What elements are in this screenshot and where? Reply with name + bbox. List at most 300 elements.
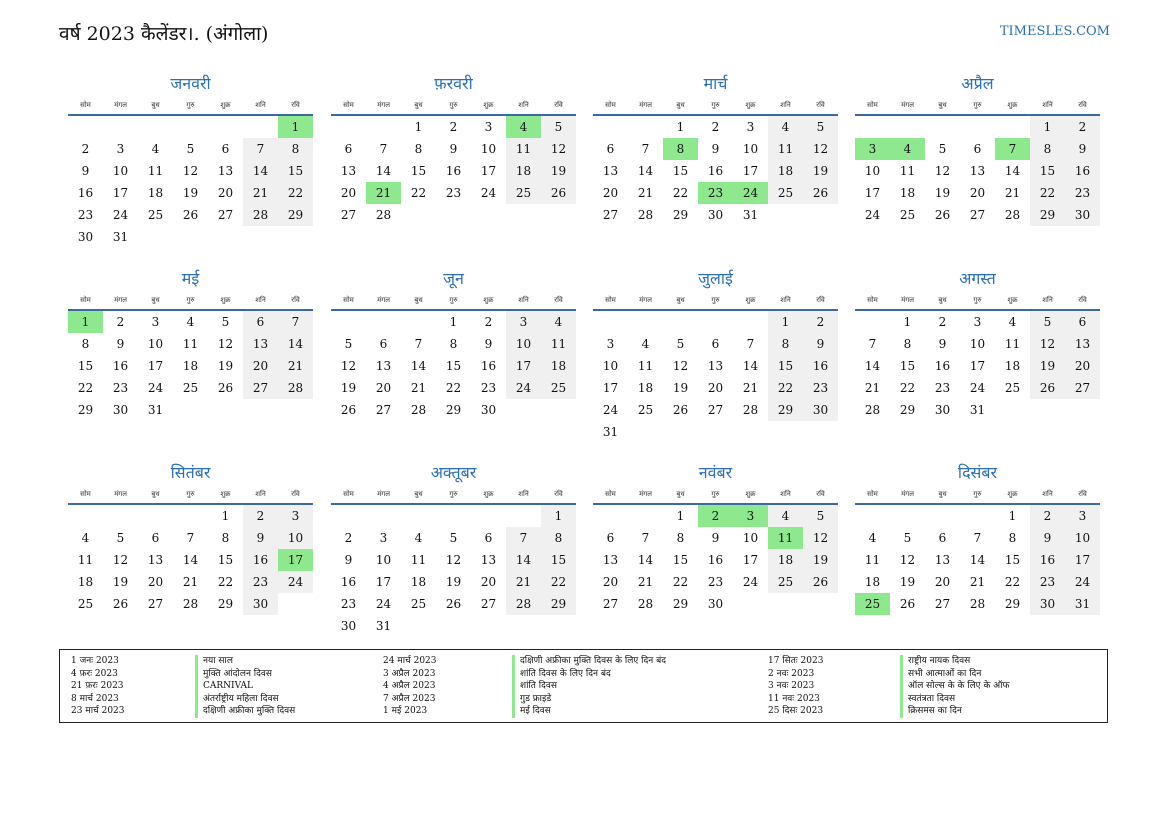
empty-cell xyxy=(890,505,925,527)
day-cell: 19 xyxy=(445,575,462,589)
day-cell: 12 xyxy=(803,138,838,160)
empty-cell xyxy=(138,505,173,527)
day-cell: 1 xyxy=(1008,509,1017,523)
day-cell: 27 xyxy=(602,597,619,611)
day-cell: 27 xyxy=(480,597,497,611)
holiday-name: शांति दिवस xyxy=(512,680,557,693)
day-cell: 23 xyxy=(112,381,129,395)
holiday-name: CARNIVAL xyxy=(195,680,253,693)
day-cell: 26 xyxy=(803,182,838,204)
holiday-day: 4 xyxy=(890,138,925,160)
day-cell: 31 xyxy=(147,403,164,417)
day-cell: 30 xyxy=(243,593,278,615)
weekday-header xyxy=(855,96,1100,116)
weekday-label: गुरु xyxy=(186,489,195,498)
holiday-date: 11 नवः 2023 xyxy=(768,693,820,704)
day-cell: 25 xyxy=(77,597,94,611)
day-cell: 22 xyxy=(1004,575,1021,589)
day-cell: 15 xyxy=(672,164,689,178)
day-cell: 12 xyxy=(541,138,576,160)
holiday-day: 11 xyxy=(768,527,803,549)
day-cell: 24 xyxy=(375,597,392,611)
empty-cell xyxy=(436,505,471,527)
month-name: जुलाई xyxy=(698,269,733,288)
weekday-label: गुरु xyxy=(711,100,720,109)
day-cell: 10 xyxy=(969,337,986,351)
day-cell: 29 xyxy=(672,597,689,611)
day-cell: 4 xyxy=(768,116,803,138)
day-cell: 6 xyxy=(711,337,720,351)
day-cell: 30 xyxy=(480,403,497,417)
day-cell: 23 xyxy=(340,597,357,611)
day-cell: 7 xyxy=(243,138,278,160)
day-cell: 31 xyxy=(112,230,129,244)
weekday-header xyxy=(68,291,313,311)
day-cell: 21 xyxy=(506,571,541,593)
day-cell: 12 xyxy=(340,359,357,373)
month-block xyxy=(593,267,838,443)
day-cell: 15 xyxy=(410,164,427,178)
empty-cell xyxy=(628,505,663,527)
day-cell: 21 xyxy=(1004,186,1021,200)
day-cell: 25 xyxy=(768,182,803,204)
empty-cell xyxy=(401,311,436,333)
holiday-date: 8 मार्च 2023 xyxy=(71,693,119,704)
day-cell: 9 xyxy=(1065,138,1100,160)
empty-cell xyxy=(628,311,663,333)
holiday-day: 4 xyxy=(506,116,541,138)
weekday-label: सोम xyxy=(605,100,616,109)
day-cell: 13 xyxy=(147,553,164,567)
day-cell: 29 xyxy=(278,204,313,226)
day-cell: 5 xyxy=(803,505,838,527)
day-cell: 21 xyxy=(637,575,654,589)
holiday-date: 3 नवः 2023 xyxy=(768,681,815,691)
day-cell: 21 xyxy=(969,575,986,589)
day-cell: 19 xyxy=(803,549,838,571)
day-cell: 27 xyxy=(1065,377,1100,399)
day-cell: 27 xyxy=(147,597,164,611)
day-grid xyxy=(68,311,313,421)
day-cell: 28 xyxy=(1004,208,1021,222)
empty-cell xyxy=(960,505,995,527)
weekday-label: गुरु xyxy=(186,100,195,109)
weekday-header xyxy=(331,485,576,505)
weekday-label: शुक्र xyxy=(220,489,231,498)
day-cell: 21 xyxy=(182,575,199,589)
day-cell: 21 xyxy=(864,381,881,395)
day-cell: 29 xyxy=(1030,204,1065,226)
weekday-label: रवि xyxy=(291,489,300,498)
month-block xyxy=(68,72,313,248)
day-cell: 5 xyxy=(938,142,947,156)
day-cell: 12 xyxy=(182,164,199,178)
day-cell: 7 xyxy=(973,531,982,545)
day-cell: 11 xyxy=(506,138,541,160)
month-name: अक्तूबर xyxy=(430,463,477,482)
month-block xyxy=(68,461,313,615)
day-cell: 5 xyxy=(449,531,458,545)
month-name: मई xyxy=(181,269,200,288)
month-name: नवंबर xyxy=(698,463,733,482)
day-cell: 16 xyxy=(707,553,724,567)
day-cell: 16 xyxy=(934,359,951,373)
day-cell: 22 xyxy=(541,571,576,593)
day-cell: 20 xyxy=(969,186,986,200)
month-block xyxy=(68,267,313,421)
day-grid xyxy=(331,505,576,637)
day-cell: 11 xyxy=(637,359,654,373)
day-cell: 11 xyxy=(899,164,916,178)
holiday-name: मई दिवस xyxy=(512,705,551,718)
day-cell: 12 xyxy=(217,337,234,351)
day-cell: 11 xyxy=(1004,337,1021,351)
day-cell: 21 xyxy=(637,186,654,200)
day-cell: 19 xyxy=(1030,355,1065,377)
holiday-name: क्रिसमस का दिन xyxy=(900,705,962,718)
day-cell: 23 xyxy=(243,571,278,593)
day-cell: 6 xyxy=(606,142,615,156)
day-cell: 20 xyxy=(602,186,619,200)
day-cell: 25 xyxy=(147,208,164,222)
holiday-date: 1 मई 2023 xyxy=(383,706,428,716)
day-cell: 30 xyxy=(340,619,357,633)
weekday-label: रवि xyxy=(554,100,563,109)
weekday-label: रवि xyxy=(1078,100,1087,109)
day-cell: 10 xyxy=(506,333,541,355)
day-cell: 30 xyxy=(112,403,129,417)
holiday-name: नया साल xyxy=(195,655,233,668)
day-cell: 12 xyxy=(899,553,916,567)
weekday-label: रवि xyxy=(816,100,825,109)
day-cell: 7 xyxy=(746,337,755,351)
day-cell: 19 xyxy=(899,575,916,589)
empty-cell xyxy=(173,505,208,527)
day-cell: 12 xyxy=(934,164,951,178)
day-cell: 6 xyxy=(151,531,160,545)
day-cell: 18 xyxy=(637,381,654,395)
weekday-label: शनि xyxy=(255,100,266,109)
holiday-name: स्वतंत्रता दिवस xyxy=(900,693,955,706)
weekday-label: सोम xyxy=(867,489,878,498)
day-cell: 24 xyxy=(278,571,313,593)
day-cell: 17 xyxy=(742,164,759,178)
day-grid xyxy=(593,311,838,443)
day-cell: 11 xyxy=(147,164,164,178)
day-cell: 1 xyxy=(541,505,576,527)
day-cell: 28 xyxy=(969,597,986,611)
day-cell: 20 xyxy=(934,575,951,589)
day-cell: 10 xyxy=(1065,527,1100,549)
day-cell: 8 xyxy=(278,138,313,160)
day-cell: 15 xyxy=(1004,553,1021,567)
day-grid xyxy=(331,311,576,421)
empty-cell xyxy=(995,116,1030,138)
day-cell: 16 xyxy=(445,164,462,178)
day-cell: 28 xyxy=(182,597,199,611)
day-cell: 4 xyxy=(414,531,423,545)
weekday-label: गुरु xyxy=(449,295,458,304)
weekday-label: सोम xyxy=(867,100,878,109)
weekday-label: सोम xyxy=(80,489,91,498)
day-cell: 28 xyxy=(375,208,392,222)
day-grid xyxy=(855,311,1100,421)
day-cell: 1 xyxy=(676,120,685,134)
holiday-name: अंतर्राष्ट्रीय महिला दिवस xyxy=(195,693,279,706)
day-cell: 25 xyxy=(506,182,541,204)
holiday-date: 25 दिसः 2023 xyxy=(768,706,824,716)
day-cell: 24 xyxy=(864,208,881,222)
weekday-label: सोम xyxy=(80,295,91,304)
weekday-label: शुक्र xyxy=(483,100,494,109)
day-cell: 29 xyxy=(77,403,94,417)
day-cell: 8 xyxy=(676,531,685,545)
empty-cell xyxy=(733,311,768,333)
day-cell: 15 xyxy=(672,553,689,567)
day-cell: 5 xyxy=(1030,311,1065,333)
weekday-label: रवि xyxy=(554,295,563,304)
day-cell: 20 xyxy=(375,381,392,395)
empty-cell xyxy=(68,505,103,527)
day-cell: 20 xyxy=(707,381,724,395)
weekday-label: गुरु xyxy=(449,100,458,109)
day-cell: 22 xyxy=(217,575,234,589)
day-cell: 7 xyxy=(186,531,195,545)
day-cell: 26 xyxy=(899,597,916,611)
day-cell: 4 xyxy=(541,311,576,333)
day-cell: 15 xyxy=(278,160,313,182)
day-grid xyxy=(855,505,1100,615)
day-cell: 6 xyxy=(606,531,615,545)
day-cell: 15 xyxy=(217,553,234,567)
day-cell: 19 xyxy=(934,186,951,200)
month-block xyxy=(855,461,1100,615)
empty-cell xyxy=(663,311,698,333)
weekday-label: बुध xyxy=(414,295,423,304)
day-cell: 10 xyxy=(602,359,619,373)
holiday-day: 24 xyxy=(733,182,768,204)
day-cell: 27 xyxy=(243,377,278,399)
day-cell: 12 xyxy=(112,553,129,567)
day-cell: 5 xyxy=(221,315,230,329)
day-cell: 10 xyxy=(375,553,392,567)
weekday-label: रवि xyxy=(816,489,825,498)
weekday-label: मंगल xyxy=(901,100,914,109)
day-cell: 29 xyxy=(217,597,234,611)
day-cell: 22 xyxy=(672,186,689,200)
weekday-label: गुरु xyxy=(186,295,195,304)
weekday-label: शनि xyxy=(518,489,529,498)
day-cell: 23 xyxy=(1030,571,1065,593)
day-cell: 25 xyxy=(410,597,427,611)
weekday-label: गुरु xyxy=(711,489,720,498)
day-cell: 28 xyxy=(410,403,427,417)
day-cell: 28 xyxy=(637,597,654,611)
day-cell: 13 xyxy=(707,359,724,373)
day-cell: 3 xyxy=(1065,505,1100,527)
day-cell: 5 xyxy=(676,337,685,351)
month-block xyxy=(855,267,1100,421)
day-cell: 9 xyxy=(938,337,947,351)
day-cell: 16 xyxy=(803,355,838,377)
day-cell: 22 xyxy=(1030,182,1065,204)
day-cell: 28 xyxy=(506,593,541,615)
day-cell: 8 xyxy=(1030,138,1065,160)
day-cell: 23 xyxy=(934,381,951,395)
empty-cell xyxy=(366,505,401,527)
day-cell: 24 xyxy=(506,377,541,399)
day-cell: 3 xyxy=(151,315,160,329)
day-cell: 8 xyxy=(221,531,230,545)
day-cell: 23 xyxy=(1065,182,1100,204)
weekday-label: रवि xyxy=(554,489,563,498)
weekday-label: सोम xyxy=(605,489,616,498)
weekday-label: शनि xyxy=(780,295,791,304)
holiday-day: 1 xyxy=(278,116,313,138)
holiday-date: 2 नवः 2023 xyxy=(768,668,815,679)
weekday-label: बुध xyxy=(676,295,685,304)
day-cell: 2 xyxy=(938,315,947,329)
day-cell: 30 xyxy=(77,230,94,244)
weekday-label: बुध xyxy=(414,100,423,109)
weekday-label: सोम xyxy=(343,100,354,109)
day-cell: 6 xyxy=(344,142,353,156)
weekday-label: सोम xyxy=(343,295,354,304)
day-cell: 8 xyxy=(541,527,576,549)
weekday-label: शनि xyxy=(518,100,529,109)
holiday-day: 23 xyxy=(698,182,733,204)
day-cell: 8 xyxy=(449,337,458,351)
day-cell: 6 xyxy=(1065,311,1100,333)
day-cell: 10 xyxy=(742,531,759,545)
day-cell: 30 xyxy=(1065,204,1100,226)
empty-cell xyxy=(506,505,541,527)
day-cell: 9 xyxy=(484,337,493,351)
day-cell: 20 xyxy=(243,355,278,377)
empty-cell xyxy=(331,311,366,333)
day-grid xyxy=(68,116,313,248)
day-cell: 24 xyxy=(602,403,619,417)
day-cell: 1 xyxy=(414,120,423,134)
day-cell: 1 xyxy=(1030,116,1065,138)
day-cell: 17 xyxy=(480,164,497,178)
day-cell: 13 xyxy=(602,164,619,178)
empty-cell xyxy=(925,116,960,138)
empty-cell xyxy=(366,116,401,138)
day-cell: 30 xyxy=(707,208,724,222)
day-cell: 3 xyxy=(379,531,388,545)
day-cell: 15 xyxy=(1030,160,1065,182)
month-block xyxy=(331,72,576,226)
day-cell: 3 xyxy=(278,505,313,527)
day-cell: 4 xyxy=(868,531,877,545)
day-cell: 18 xyxy=(1004,359,1021,373)
day-cell: 15 xyxy=(899,359,916,373)
day-cell: 18 xyxy=(147,186,164,200)
day-cell: 25 xyxy=(1004,381,1021,395)
day-cell: 5 xyxy=(903,531,912,545)
weekday-label: बुध xyxy=(151,295,160,304)
holiday-date: 21 फ़रः 2023 xyxy=(71,681,124,691)
day-cell: 22 xyxy=(672,575,689,589)
day-cell: 3 xyxy=(116,142,125,156)
day-cell: 9 xyxy=(711,531,720,545)
day-cell: 4 xyxy=(641,337,650,351)
empty-cell xyxy=(855,311,890,333)
day-cell: 10 xyxy=(278,527,313,549)
day-cell: 27 xyxy=(375,403,392,417)
weekday-label: मंगल xyxy=(901,295,914,304)
day-cell: 14 xyxy=(506,549,541,571)
day-cell: 7 xyxy=(641,531,650,545)
empty-cell xyxy=(138,116,173,138)
weekday-label: शुक्र xyxy=(745,100,756,109)
day-cell: 17 xyxy=(506,355,541,377)
day-cell: 10 xyxy=(147,337,164,351)
day-cell: 16 xyxy=(707,164,724,178)
day-cell: 22 xyxy=(410,186,427,200)
holiday-legend xyxy=(59,649,1108,723)
day-cell: 23 xyxy=(77,208,94,222)
day-cell: 29 xyxy=(445,403,462,417)
weekday-label: शुक्र xyxy=(220,100,231,109)
holiday-name: गुड फ्राइडे xyxy=(512,693,551,706)
day-cell: 5 xyxy=(803,116,838,138)
weekday-label: मंगल xyxy=(114,295,127,304)
day-cell: 25 xyxy=(768,571,803,593)
day-cell: 15 xyxy=(77,359,94,373)
site-link[interactable]: TIMESLES.COM xyxy=(999,24,1110,39)
weekday-label: बुध xyxy=(938,295,947,304)
day-cell: 23 xyxy=(445,186,462,200)
weekday-label: मंगल xyxy=(639,100,652,109)
holiday-name: सभी आत्माओं का दिन xyxy=(900,668,981,681)
empty-cell xyxy=(208,116,243,138)
empty-cell xyxy=(173,116,208,138)
day-cell: 24 xyxy=(147,381,164,395)
page-title: वर्ष 2023 कैलेंडर।. (अंगोला) xyxy=(59,23,269,45)
day-cell: 8 xyxy=(81,337,90,351)
day-cell: 7 xyxy=(414,337,423,351)
weekday-header xyxy=(331,96,576,116)
day-cell: 11 xyxy=(77,553,94,567)
day-cell: 7 xyxy=(278,311,313,333)
empty-cell xyxy=(960,116,995,138)
day-cell: 3 xyxy=(484,120,493,134)
weekday-label: सोम xyxy=(605,295,616,304)
weekday-label: शनि xyxy=(255,295,266,304)
day-cell: 11 xyxy=(768,138,803,160)
holiday-date: 7 अप्रैल 2023 xyxy=(383,693,436,704)
holiday-day: 2 xyxy=(698,505,733,527)
month-block xyxy=(331,267,576,421)
day-cell: 9 xyxy=(449,142,458,156)
day-cell: 11 xyxy=(864,553,881,567)
day-cell: 14 xyxy=(969,553,986,567)
day-cell: 22 xyxy=(899,381,916,395)
day-cell: 25 xyxy=(541,377,576,399)
day-cell: 9 xyxy=(711,142,720,156)
holiday-day: 7 xyxy=(995,138,1030,160)
day-cell: 11 xyxy=(410,553,427,567)
day-cell: 13 xyxy=(969,164,986,178)
month-name: फ़रवरी xyxy=(434,74,473,93)
holiday-date: 23 मार्च 2023 xyxy=(71,706,125,716)
day-cell: 19 xyxy=(112,575,129,589)
weekday-label: मंगल xyxy=(639,295,652,304)
holiday-date: 4 फ़रः 2023 xyxy=(71,668,118,679)
day-cell: 3 xyxy=(506,311,541,333)
